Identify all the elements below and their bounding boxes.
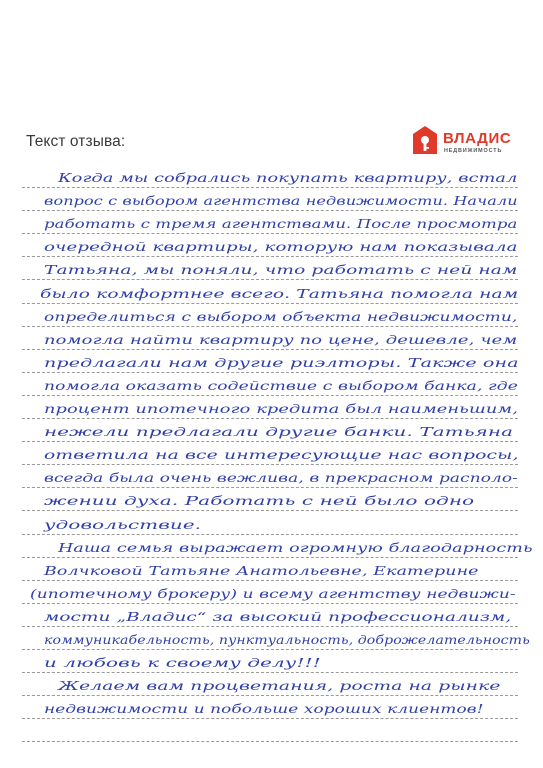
review-line: Когда мы собрались покупать квартиру, встал — [58, 170, 518, 185]
ruled-line — [22, 372, 518, 373]
house-key-icon — [412, 125, 438, 155]
review-line: работать с тремя агентствами. После просмотра — [44, 216, 518, 232]
ruled-line — [22, 256, 518, 257]
review-line: жении духа. Работать с ней было одно — [44, 493, 475, 509]
ruled-line — [22, 349, 518, 350]
ruled-line — [22, 741, 518, 742]
ruled-line — [22, 487, 518, 488]
review-line: коммуникабельность, пунктуальность, доброжелательность — [44, 632, 530, 647]
ruled-line — [22, 326, 518, 327]
review-line: помогла найти квартиру по цене, дешевле, чем — [44, 331, 518, 347]
ruled-line — [22, 672, 518, 673]
review-line: (ипотечному брокеру) и всему агентству недвижи- — [30, 585, 516, 601]
review-line: Желаем вам процветания, роста на рынке — [58, 678, 501, 694]
ruled-line — [22, 626, 518, 627]
handwritten-review — [0, 160, 543, 760]
company-logo — [412, 125, 532, 159]
ruled-line — [22, 534, 518, 535]
page-title: Текст отзыва: — [26, 133, 126, 150]
ruled-line — [22, 695, 518, 696]
logo-tagline: НЕДВИЖИМОСТЬ — [444, 148, 503, 154]
review-line: мости „Владис“ за высокий профессионализм, — [44, 608, 512, 624]
review-line: Татьяна, мы поняли, что работать с ней нам — [44, 262, 518, 278]
ruled-line — [22, 279, 518, 280]
review-line: процент ипотечного кредита был наименьшим, — [44, 401, 518, 416]
review-line: было комфортнее всего. Татьяна помогла нам — [40, 285, 519, 301]
ruled-line — [22, 395, 518, 396]
ruled-line — [22, 441, 518, 442]
ruled-line — [22, 464, 518, 465]
review-line: предлагали нам другие риэлторы. Также она — [44, 354, 519, 370]
review-line: всегда была очень вежлива, в прекрасном располо- — [44, 470, 519, 486]
ruled-line — [22, 187, 518, 188]
review-line: определиться с выбором объекта недвижимости, — [44, 308, 518, 324]
ruled-line — [22, 557, 518, 558]
review-line: Наша семья выражает огромную благодарность — [58, 539, 533, 555]
logo-name: ВЛАДИС — [443, 130, 512, 147]
ruled-line — [22, 418, 518, 419]
ruled-line — [22, 233, 518, 234]
review-line: и любовь к своему делу!!! — [44, 655, 321, 671]
review-line: очередной квартиры, которую нам показывала — [44, 239, 518, 255]
ruled-line — [22, 603, 518, 604]
review-line: нежели предлагали другие банки. Татьяна — [44, 424, 514, 440]
ruled-line — [22, 580, 518, 581]
ruled-line — [22, 718, 518, 719]
ruled-line — [22, 210, 518, 211]
ruled-line — [22, 303, 518, 304]
review-line: ответила на все интересующие нас вопросы, — [44, 447, 519, 463]
review-line: Волчковой Татьяне Анатольевне, Екатерине — [44, 562, 479, 578]
review-line: недвижимости и побольше хороших клиентов! — [44, 701, 484, 717]
review-line: удовольствие. — [44, 516, 202, 532]
review-line: вопрос с выбором агентства недвижимости. Начали — [44, 193, 518, 209]
review-line: помогла оказать содействие с выбором банка, где — [44, 377, 518, 393]
ruled-line — [22, 510, 518, 511]
ruled-line — [22, 649, 518, 650]
